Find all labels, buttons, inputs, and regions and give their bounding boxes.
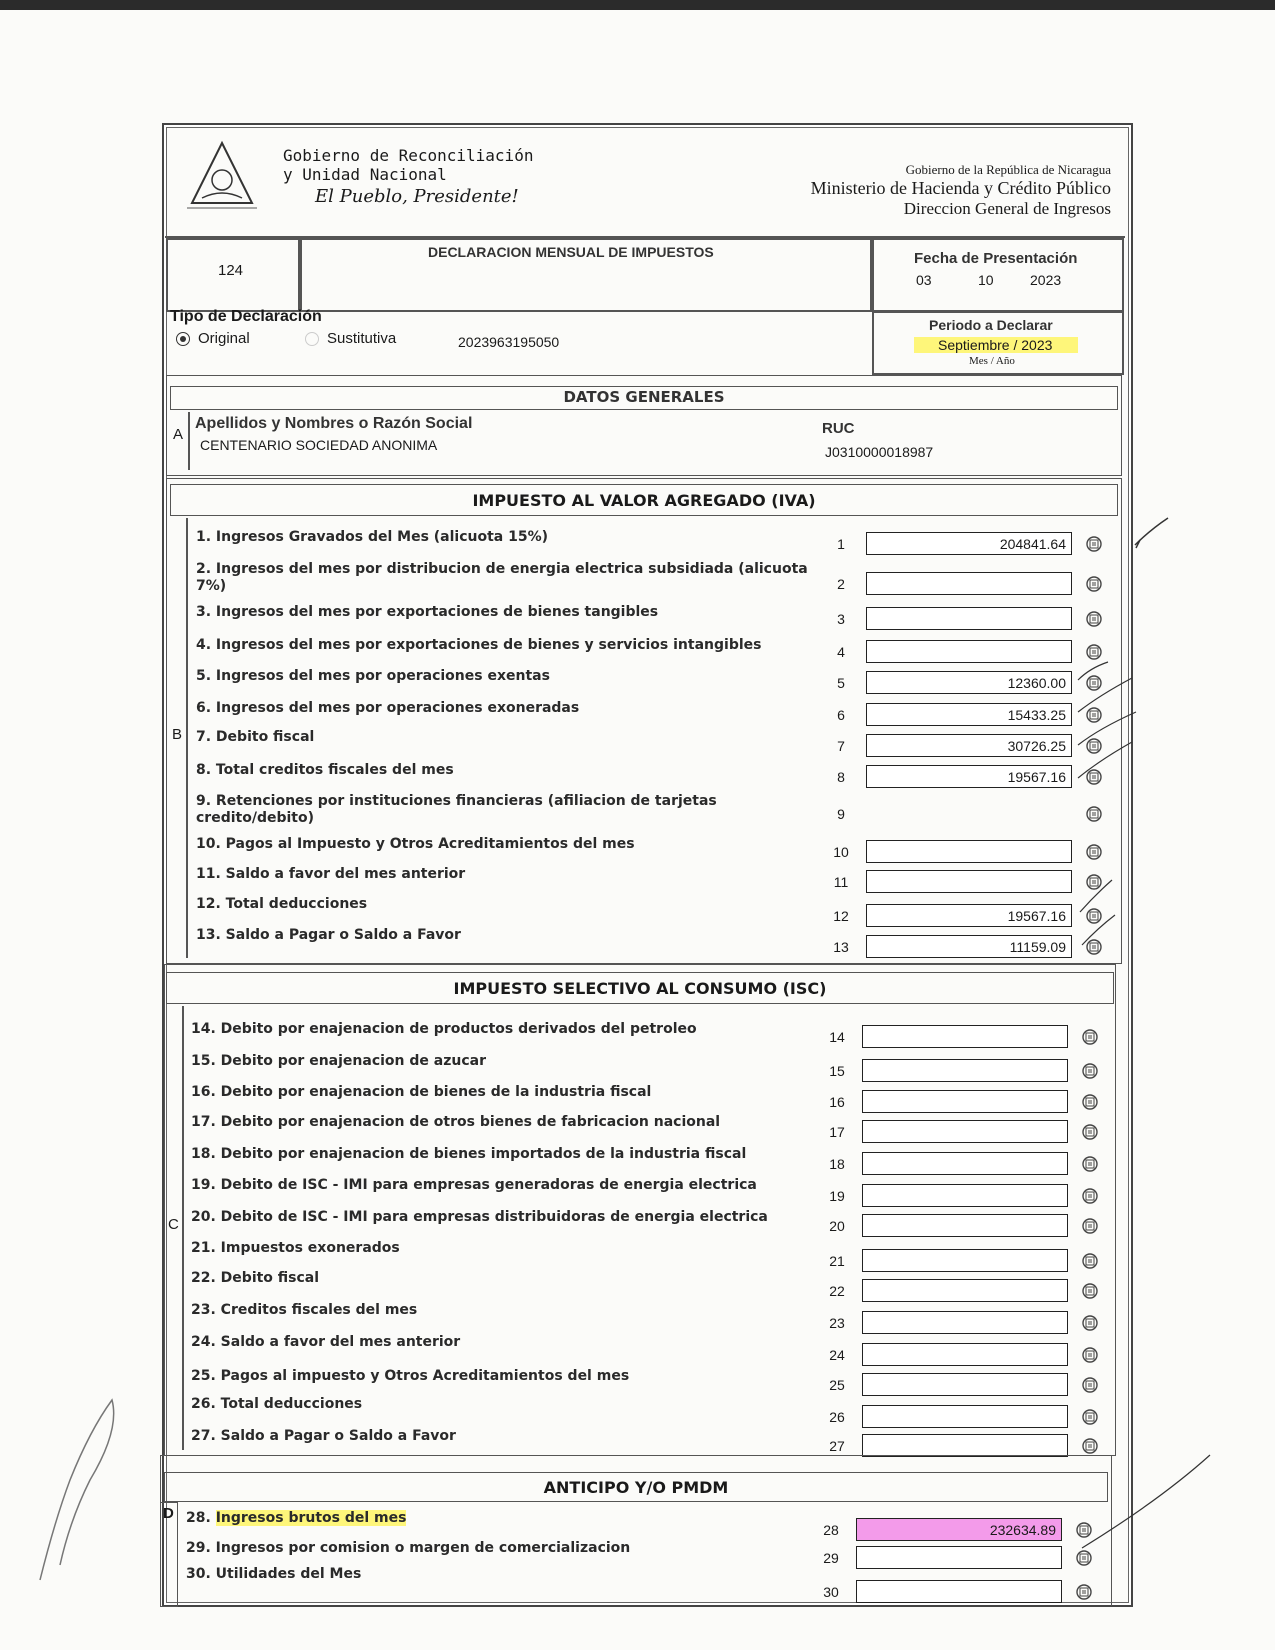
declaration-number: 2023963195050 bbox=[458, 334, 560, 350]
isc-row-number: 14 bbox=[829, 1029, 845, 1045]
ruc-value: J0310000018987 bbox=[825, 444, 934, 460]
iva-row-number: 13 bbox=[833, 939, 849, 955]
iva-row-number: 8 bbox=[837, 769, 845, 785]
isc-row-label: 17. Debito por enajenacion de otros bienes de fabricacion nacional bbox=[191, 1114, 721, 1130]
government-name: Gobierno de Reconciliación y Unidad Nacional bbox=[283, 146, 534, 184]
iva-row-input[interactable]: 15433.25 bbox=[866, 703, 1072, 726]
anticipo-row-number: 29 bbox=[823, 1550, 839, 1566]
isc-row-label: 24. Saldo a favor del mes anterior bbox=[191, 1334, 461, 1350]
slogan: El Pueblo, Presidente! bbox=[315, 186, 519, 207]
tipo-original-label: Original bbox=[198, 330, 250, 347]
iva-title: IMPUESTO AL VALOR AGREGADO (IVA) bbox=[472, 491, 816, 510]
anticipo-title: ANTICIPO Y/O PMDM bbox=[543, 1478, 729, 1497]
form-title: DECLARACION MENSUAL DE IMPUESTOS bbox=[428, 244, 714, 260]
name-label: Apellidos y Nombres o Razón Social bbox=[195, 415, 473, 432]
iva-row-label: 8. Total creditos fiscales del mes bbox=[196, 762, 454, 778]
isc-row-label: 14. Debito por enajenacion de productos derivados del petroleo bbox=[191, 1021, 697, 1037]
iva-row-label: 6. Ingresos del mes por operaciones exoneradas bbox=[196, 700, 580, 716]
tipo-sustitutiva-label: Sustitutiva bbox=[327, 330, 397, 347]
iva-row-label: 3. Ingresos del mes por exportaciones de bienes tangibles bbox=[196, 604, 659, 620]
iva-row-label: 11. Saldo a favor del mes anterior bbox=[196, 866, 466, 882]
fecha-year: 2023 bbox=[1030, 272, 1062, 288]
iva-row-input[interactable]: 19567.16 bbox=[866, 765, 1072, 788]
section-b-letter: B bbox=[172, 726, 183, 743]
isc-row-label: 21. Impuestos exonerados bbox=[191, 1240, 400, 1256]
iva-row-label: 4. Ingresos del mes por exportaciones de bienes y servicios intangibles bbox=[196, 637, 762, 653]
iva-row-label: 1. Ingresos Gravados del Mes (alicuota 15%) bbox=[196, 529, 549, 545]
isc-row-label: 16. Debito por enajenacion de bienes de la industria fiscal bbox=[191, 1084, 652, 1100]
anticipo-row-label: 30. Utilidades del Mes bbox=[186, 1566, 362, 1582]
isc-row-number: 22 bbox=[829, 1283, 845, 1299]
isc-row-label: 18. Debito por enajenacion de bienes importados de la industria fiscal bbox=[191, 1146, 747, 1162]
iva-row-label: 12. Total deducciones bbox=[196, 896, 368, 912]
form-number: 124 bbox=[218, 262, 244, 279]
section-d-letter: D bbox=[163, 1505, 174, 1522]
iva-row-number: 1 bbox=[837, 536, 845, 552]
isc-row-number: 18 bbox=[829, 1156, 845, 1172]
fecha-day: 03 bbox=[916, 272, 932, 288]
iva-row-input[interactable]: 19567.16 bbox=[866, 904, 1072, 927]
iva-row-number: 3 bbox=[837, 611, 845, 627]
iva-row-label: 9. Retenciones por instituciones financieras (afiliacion de tarjetas credito/debito) bbox=[196, 793, 717, 826]
tipo-label: Tipo de Declaración bbox=[170, 308, 322, 325]
isc-row-number: 25 bbox=[829, 1377, 845, 1393]
iva-row-label: 7. Debito fiscal bbox=[196, 729, 315, 745]
iva-row-label: 10. Pagos al Impuesto y Otros Acreditamientos del mes bbox=[196, 836, 635, 852]
datos-generales-title: DATOS GENERALES bbox=[563, 388, 725, 406]
periodo-label: Periodo a Declarar bbox=[929, 317, 1053, 333]
iva-row-number: 6 bbox=[837, 707, 845, 723]
iva-row-number: 4 bbox=[837, 644, 845, 660]
isc-row-number: 27 bbox=[829, 1438, 845, 1454]
isc-row-label: 20. Debito de ISC - IMI para empresas distribuidoras de energia electrica bbox=[191, 1209, 768, 1225]
iva-row-number: 2 bbox=[837, 576, 845, 592]
section-c-letter: C bbox=[168, 1216, 179, 1233]
isc-row-number: 26 bbox=[829, 1409, 845, 1425]
isc-row-label: 27. Saldo a Pagar o Saldo a Favor bbox=[191, 1428, 456, 1444]
ruc-label: RUC bbox=[822, 420, 855, 437]
isc-row-number: 16 bbox=[829, 1094, 845, 1110]
anticipo-row-label: 28. Ingresos brutos del mes bbox=[186, 1510, 407, 1526]
isc-row-number: 17 bbox=[829, 1124, 845, 1140]
isc-row-number: 20 bbox=[829, 1218, 845, 1234]
iva-row-input[interactable]: 204841.64 bbox=[866, 532, 1072, 555]
iva-row-label: 2. Ingresos del mes por distribucion de energia electrica subsidiada (alicuota 7%) bbox=[196, 561, 808, 594]
anticipo-row-number: 28 bbox=[823, 1522, 839, 1538]
periodo-value: Septiembre / 2023 bbox=[914, 337, 1078, 353]
isc-row-label: 22. Debito fiscal bbox=[191, 1270, 320, 1286]
isc-title: IMPUESTO SELECTIVO AL CONSUMO (ISC) bbox=[453, 979, 827, 998]
isc-row-number: 24 bbox=[829, 1347, 845, 1363]
fecha-month: 10 bbox=[978, 272, 994, 288]
iva-row-number: 11 bbox=[833, 874, 849, 890]
section-a-letter: A bbox=[173, 426, 184, 443]
isc-row-label: 26. Total deducciones bbox=[191, 1396, 363, 1412]
iva-row-label: 5. Ingresos del mes por operaciones exentas bbox=[196, 668, 550, 684]
isc-row-number: 19 bbox=[829, 1188, 845, 1204]
isc-row-label: 23. Creditos fiscales del mes bbox=[191, 1302, 418, 1318]
periodo-sub: Mes / Año bbox=[969, 355, 1015, 367]
fecha-label: Fecha de Presentación bbox=[914, 250, 1078, 267]
iva-row-number: 9 bbox=[837, 806, 845, 822]
name-value: CENTENARIO SOCIEDAD ANONIMA bbox=[200, 437, 438, 453]
isc-row-number: 21 bbox=[829, 1253, 845, 1269]
anticipo-row-label: 29. Ingresos por comision o margen de comercializacion bbox=[186, 1540, 631, 1556]
iva-row-input[interactable]: 30726.25 bbox=[866, 734, 1072, 757]
anticipo-row-number: 30 bbox=[823, 1584, 839, 1600]
iva-row-input[interactable]: 12360.00 bbox=[866, 671, 1072, 694]
ministry-block: Gobierno de la República de Nicaragua Ministerio de Hacienda y Crédito Público Direccion General de Ingresos bbox=[810, 162, 1111, 218]
iva-row-input[interactable]: 11159.09 bbox=[866, 935, 1072, 958]
iva-row-number: 10 bbox=[833, 844, 849, 860]
isc-row-number: 15 bbox=[829, 1063, 845, 1079]
iva-row-label: 13. Saldo a Pagar o Saldo a Favor bbox=[196, 927, 461, 943]
isc-row-number: 23 bbox=[829, 1315, 845, 1331]
isc-row-label: 19. Debito de ISC - IMI para empresas generadoras de energia electrica bbox=[191, 1177, 757, 1193]
anticipo-row-input[interactable]: 232634.89 bbox=[856, 1518, 1062, 1541]
iva-row-number: 7 bbox=[837, 738, 845, 754]
isc-row-label: 25. Pagos al impuesto y Otros Acreditamientos del mes bbox=[191, 1368, 630, 1384]
iva-row-number: 5 bbox=[837, 675, 845, 691]
isc-row-label: 15. Debito por enajenacion de azucar bbox=[191, 1053, 486, 1069]
iva-row-number: 12 bbox=[833, 908, 849, 924]
